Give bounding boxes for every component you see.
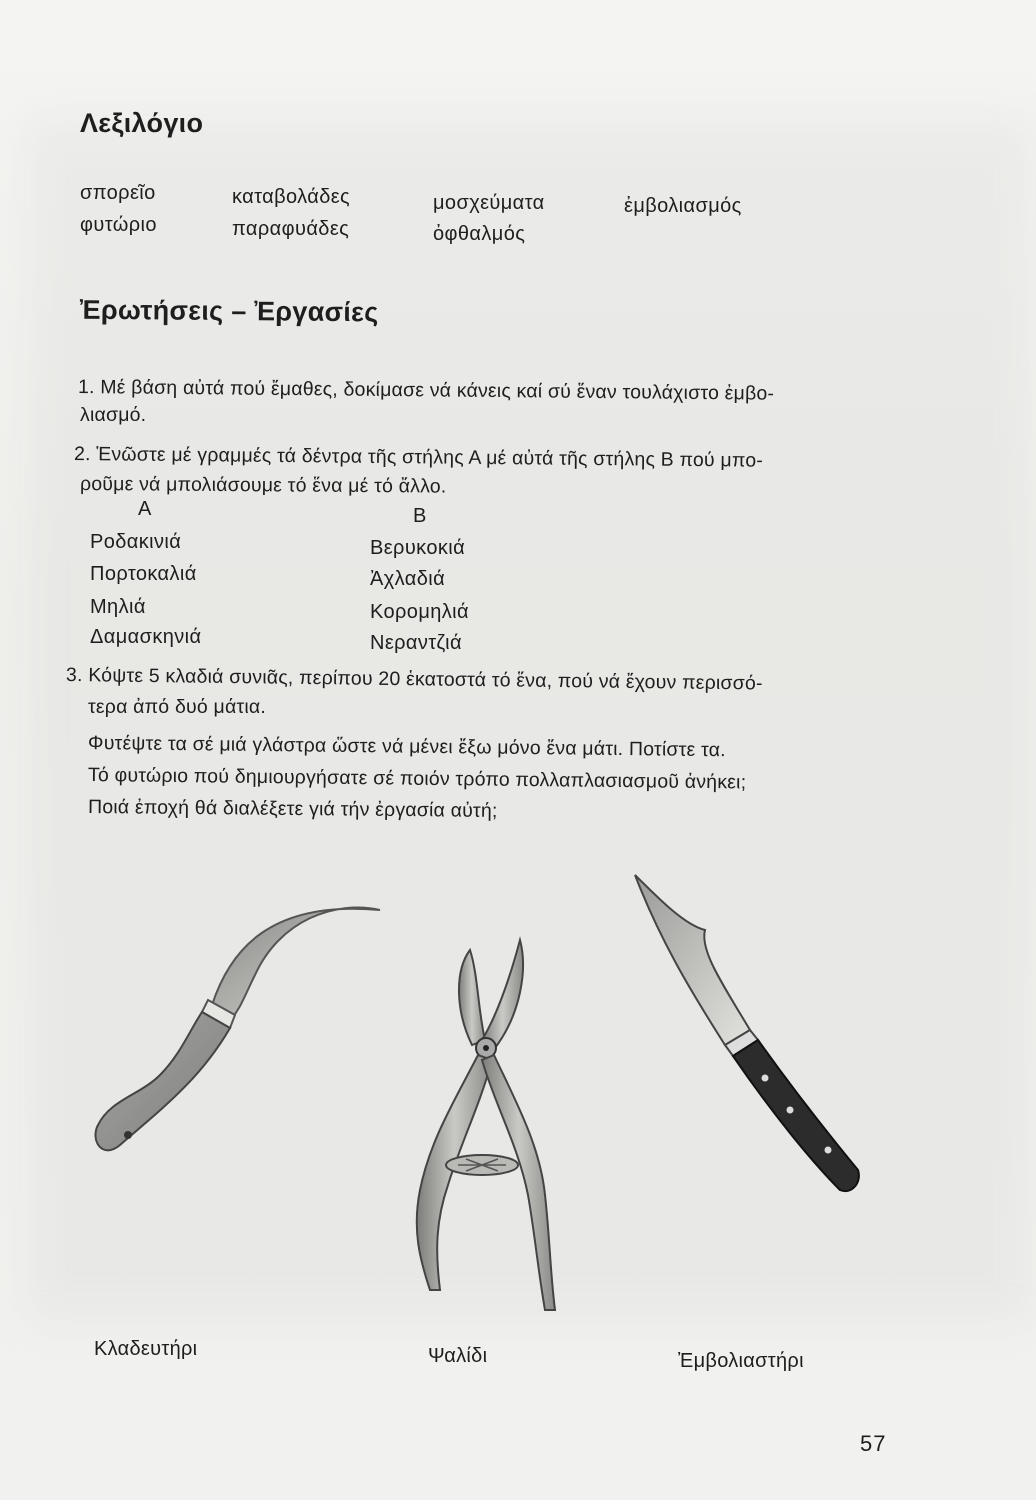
grafting-knife-caption: Ἐμβολιαστήρι [678,1350,804,1372]
question-3-line-1: 3. Κόψτε 5 κλαδιά συνιᾶς, περίπου 20 ἑκατοστά τό ἕνα, πού νά ἔχουν περισσό- [65,664,763,695]
page-number: 57 [860,1431,887,1456]
question-3-line-2: τερα ἀπό δυό μάτια. [88,696,266,718]
question-1-line-1: 1. Μέ βάση αὐτά πού ἔμαθες, δοκίμασε νά κάνεις καί σύ ἕναν τουλάχιστο ἐμβο- [77,376,775,405]
questions-heading: Ἐρωτήσεις – Ἐργασίες [79,294,379,328]
vocab-term: ὀφθαλμός [433,223,526,245]
column-a-label: Α [138,498,152,520]
question-3-line-5: Ποιά ἐποχή θά διαλέξετε γιά τήν ἐργασία αὐτή; [87,796,498,822]
vocab-term: φυτώριο [80,214,157,236]
vocab-term: ἐμβολιασμός [624,195,742,217]
column-b-item: Ἀχλαδιά [370,568,446,590]
grafting-knife-illustration [630,870,870,1200]
question-3-line-4: Τό φυτώριο πού δημιουργήσατε σέ ποιόν τρόπο πολλαπλασιασμοῦ ἀνήκει; [87,764,747,794]
column-a-item: Μηλιά [90,596,146,618]
question-3-line-3: Φυτέψτε τα σέ μιά γλάστρα ὥστε νά μένει ἔξω μόνο ἕνα μάτι. Ποτίστε τα. [87,732,726,762]
column-a-item: Δαμασκηνιά [90,626,202,648]
vocab-term: σπορεῖο [80,182,156,204]
vocab-term: καταβολάδες [232,186,351,208]
column-b-item: Νεραντζιά [370,632,462,654]
column-a-item: Πορτοκαλιά [90,563,197,585]
column-a-item: Ροδακινιά [90,531,182,553]
vocabulary-heading: Λεξιλόγιο [80,108,204,138]
question-1-line-2: λιασμό. [80,404,147,426]
vocab-term: μοσχεύματα [433,192,545,214]
column-b-label: Β [413,505,427,527]
question-2-line-1: 2. Ἑνῶστε μέ γραμμές τά δέντρα τῆς στήλης Α μέ αὐτά τῆς στήλης Β πού μπο- [73,443,764,472]
shears-caption: Ψαλίδι [428,1345,488,1367]
question-2-line-2: ροῦμε νά μπολιάσουμε τό ἕνα μέ τό ἄλλο. [79,473,447,498]
pruning-knife-illustration [80,880,390,1180]
shears-illustration [400,930,560,1320]
column-b-item: Κορομηλιά [370,601,469,623]
vocab-term: παραφυάδες [232,218,350,240]
column-b-item: Βερυκοκιά [370,537,466,559]
pruning-knife-caption: Κλαδευτήρι [94,1338,198,1360]
